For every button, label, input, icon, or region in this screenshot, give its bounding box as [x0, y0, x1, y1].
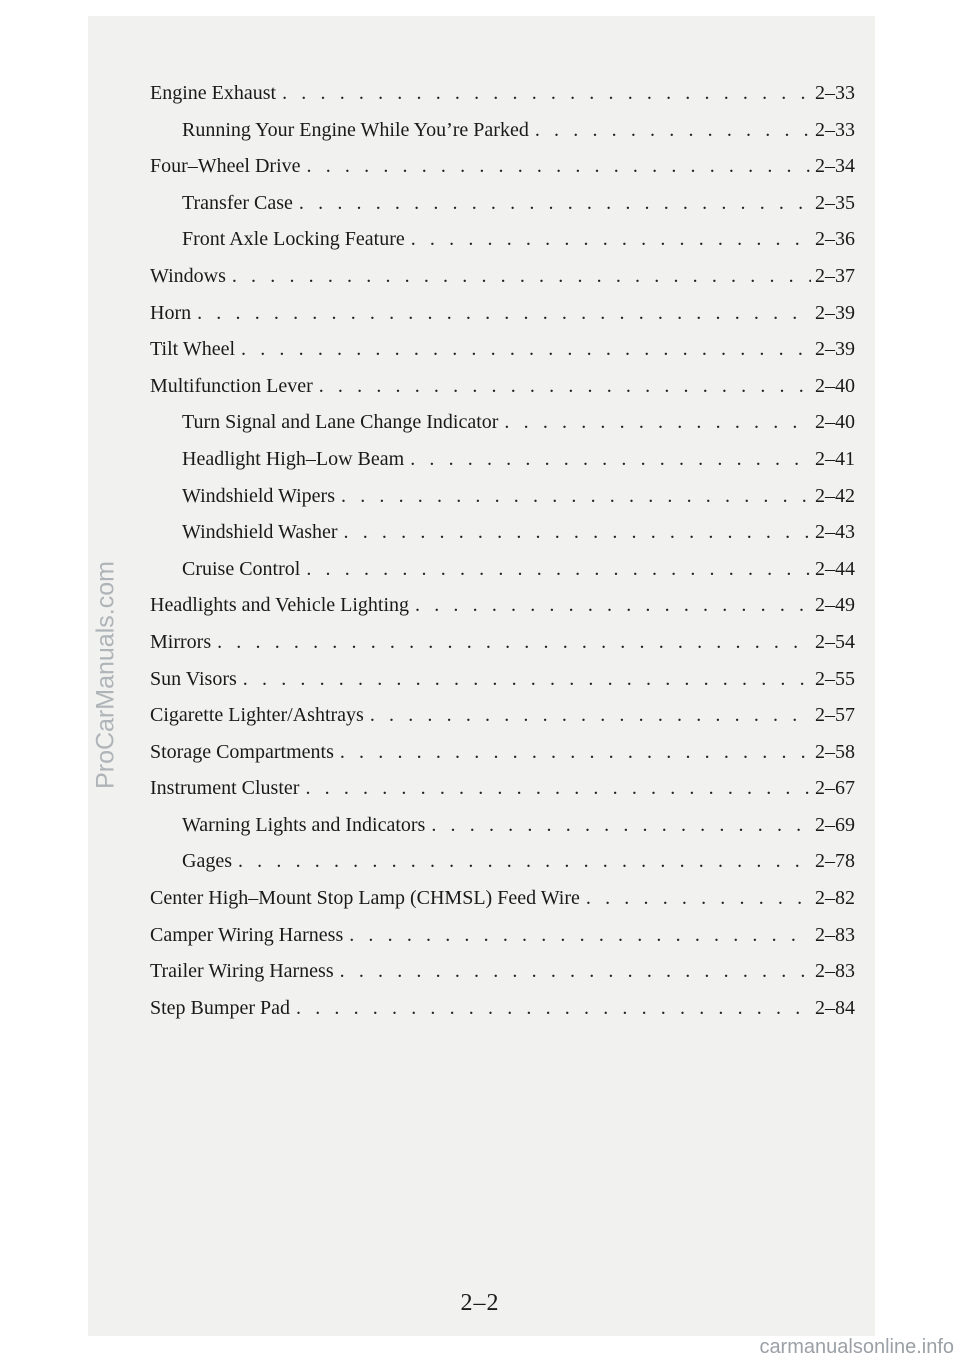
toc-entry-page: 2–41: [815, 447, 855, 470]
toc-dot-leader: [340, 960, 811, 983]
toc-entry-page: 2–35: [815, 191, 855, 214]
toc-entry-title: Mirrors: [150, 630, 212, 653]
toc-entry: [150, 887, 855, 924]
toc-entry-title: Horn: [150, 301, 192, 324]
toc-entry-title: Turn Signal and Lane Change Indicator: [182, 411, 499, 434]
toc-entry-page: 2–83: [815, 960, 855, 983]
toc-entry-page: 2–57: [815, 704, 855, 727]
toc-entry-page: 2–49: [815, 594, 855, 617]
toc-entry-title: Step Bumper Pad: [150, 996, 290, 1019]
toc-dot-leader: [415, 594, 811, 617]
toc-entry-title: Running Your Engine While You’re Parked: [182, 118, 529, 141]
toc-entry-title: Gages: [182, 850, 232, 873]
toc-entry-title: Trailer Wiring Harness: [150, 960, 334, 983]
toc-entry-title: Headlights and Vehicle Lighting: [150, 594, 410, 617]
toc-dot-leader: [410, 448, 811, 471]
page-number: 2–2: [460, 1290, 500, 1316]
toc-entry: [150, 485, 855, 522]
toc-entry-title: Tilt Wheel: [150, 338, 236, 361]
toc-entry-page: 2–43: [815, 521, 855, 544]
toc-dot-leader: [243, 668, 811, 691]
toc-entry-page: 2–83: [815, 923, 855, 946]
toc-entry-title: Sun Visors: [150, 667, 237, 690]
toc-entry-title: Cigarette Lighter/Ashtrays: [150, 704, 364, 727]
toc-entry-page: 2–40: [815, 374, 855, 397]
toc-entry-page: 2–58: [815, 740, 855, 763]
toc-entry: [150, 558, 855, 595]
toc-entry: [150, 155, 855, 192]
toc-entry-page: 2–39: [815, 301, 855, 324]
toc-dot-leader: [306, 558, 811, 581]
toc-dot-leader: [197, 302, 811, 325]
toc-entry-page: 2–39: [815, 338, 855, 361]
toc-entry: [150, 302, 855, 339]
toc-entry: [150, 631, 855, 668]
toc-entry: [150, 960, 855, 997]
toc-entry-page: 2–78: [815, 850, 855, 873]
toc-entry-page: 2–37: [815, 264, 855, 287]
toc-dot-leader: [305, 777, 811, 800]
toc-dot-leader: [344, 521, 811, 544]
toc-entry: [150, 82, 855, 119]
toc-entry-title: Front Axle Locking Feature: [182, 228, 405, 251]
toc-entry-title: Transfer Case: [182, 191, 293, 214]
toc-entry-title: Instrument Cluster: [150, 777, 300, 800]
toc-dot-leader: [319, 375, 811, 398]
toc-dot-leader: [299, 192, 811, 215]
toc-entry: [150, 594, 855, 631]
toc-entry: [150, 338, 855, 375]
toc-dot-leader: [307, 155, 811, 178]
toc-entry: [150, 521, 855, 558]
toc-entry-title: Four–Wheel Drive: [150, 155, 301, 178]
toc-dot-leader: [217, 631, 811, 654]
toc-dot-leader: [232, 265, 811, 288]
toc-entry: [150, 119, 855, 156]
toc-entry: [150, 228, 855, 265]
toc-entry: [150, 411, 855, 448]
toc-entry-page: 2–67: [815, 777, 855, 800]
toc-entry-title: Warning Lights and Indicators: [182, 813, 426, 836]
toc-dot-leader: [586, 887, 811, 910]
toc-entry-page: 2–34: [815, 155, 855, 178]
toc-dot-leader: [535, 119, 811, 142]
toc-entry-page: 2–69: [815, 813, 855, 836]
toc-entry: [150, 814, 855, 851]
toc-entry-title: Multifunction Lever: [150, 374, 313, 397]
toc-dot-leader: [296, 997, 811, 1020]
toc-entry: [150, 704, 855, 741]
toc-dot-leader: [241, 338, 811, 361]
toc-entry-page: 2–42: [815, 484, 855, 507]
toc-entry: [150, 668, 855, 705]
toc-entry-title: Windshield Washer: [182, 521, 338, 544]
toc-entry-title: Headlight High–Low Beam: [182, 447, 405, 470]
toc-entry-title: Cruise Control: [182, 557, 301, 580]
toc-entry-page: 2–54: [815, 630, 855, 653]
table-of-contents: [150, 82, 855, 1033]
toc-dot-leader: [504, 411, 811, 434]
toc-dot-leader: [411, 228, 811, 251]
toc-entry-title: Storage Compartments: [150, 740, 334, 763]
toc-entry: [150, 850, 855, 887]
toc-dot-leader: [431, 814, 811, 837]
toc-dot-leader: [282, 82, 811, 105]
toc-entry: [150, 375, 855, 412]
toc-entry-title: Camper Wiring Harness: [150, 923, 344, 946]
toc-entry: [150, 777, 855, 814]
toc-entry-title: Center High–Mount Stop Lamp (CHMSL) Feed Wire: [150, 887, 580, 910]
toc-dot-leader: [370, 704, 811, 727]
watermark-procarmanuals: ProCarManuals.com: [91, 561, 120, 789]
toc-entry-page: 2–40: [815, 411, 855, 434]
toc-entry-page: 2–36: [815, 228, 855, 251]
watermark-carmanualsonline: carmanualsonline.info: [759, 1336, 954, 1358]
toc-entry: [150, 924, 855, 961]
toc-entry: [150, 192, 855, 229]
toc-entry-page: 2–33: [815, 82, 855, 104]
toc-entry-title: Windows: [150, 264, 226, 287]
toc-dot-leader: [340, 741, 811, 764]
toc-dot-leader: [341, 485, 811, 508]
toc-entry: [150, 265, 855, 302]
toc-entry-page: 2–55: [815, 667, 855, 690]
toc-entry: [150, 448, 855, 485]
toc-entry-page: 2–82: [815, 887, 855, 910]
toc-entry: [150, 997, 855, 1034]
toc-entry: [150, 741, 855, 778]
toc-entry-page: 2–84: [815, 996, 855, 1019]
toc-entry-page: 2–44: [815, 557, 855, 580]
toc-entry-title: Engine Exhaust: [150, 82, 277, 104]
toc-dot-leader: [238, 850, 811, 873]
toc-entry-title: Windshield Wipers: [182, 484, 335, 507]
toc-dot-leader: [349, 924, 811, 947]
toc-entry-page: 2–33: [815, 118, 855, 141]
